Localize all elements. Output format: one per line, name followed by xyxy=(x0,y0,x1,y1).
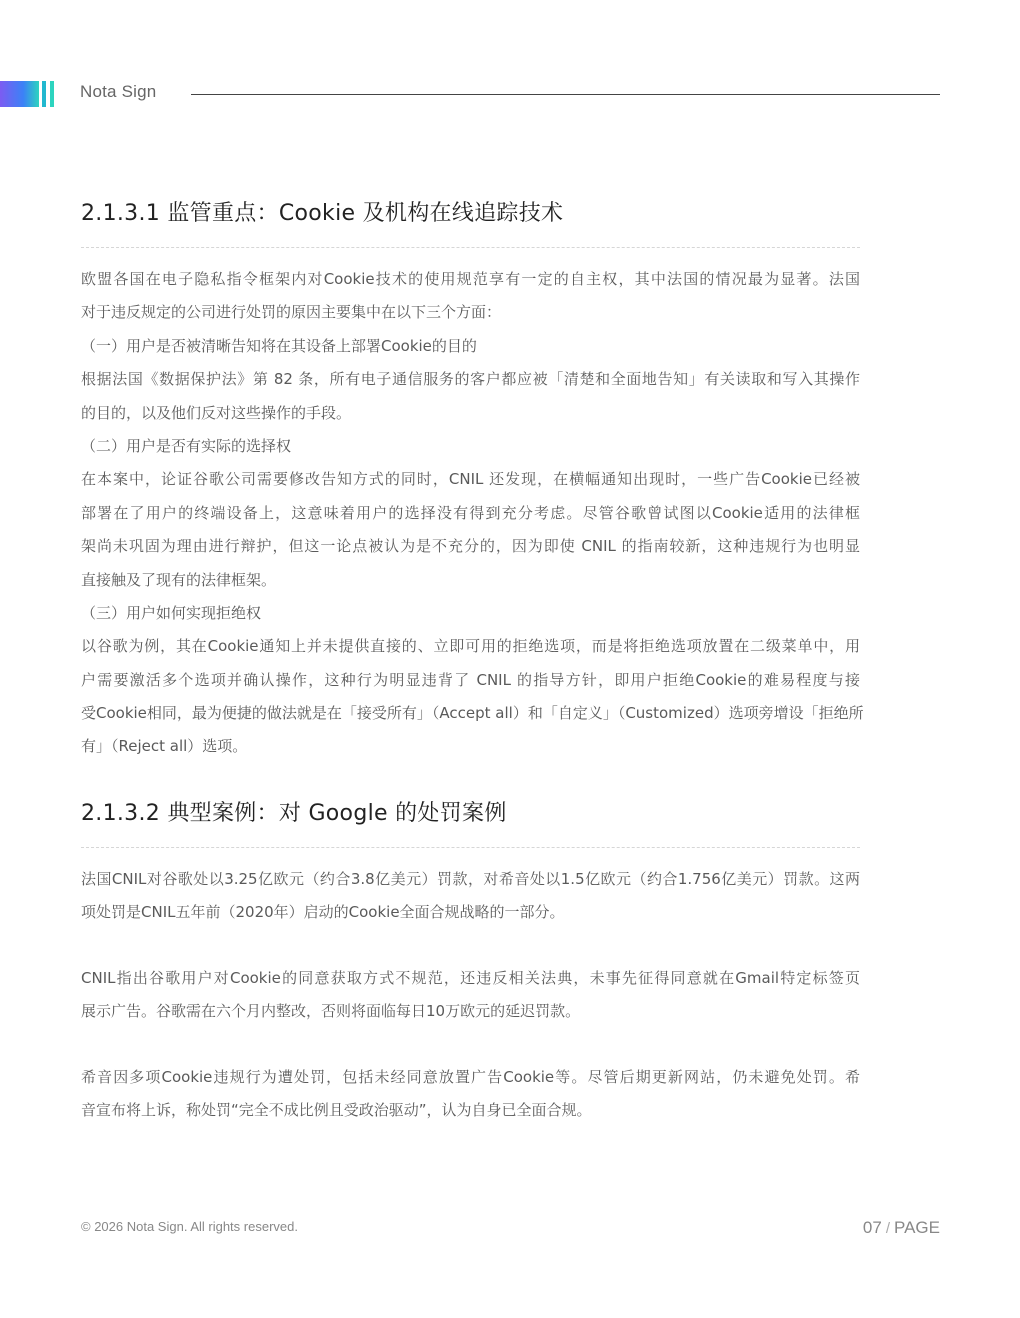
section-body-typical-case xyxy=(81,863,860,1127)
body-line: 直接触及了现有的法律框架。 xyxy=(81,570,277,589)
section-body-regulatory-focus xyxy=(81,263,864,764)
body-line: 有」（Reject all）选项。 xyxy=(81,737,248,756)
body-line: 以谷歌为例，其在Cookie通知上并未提供直接的、立即可用的拒绝选项，而是将拒绝选项放置在二级菜单中，用 xyxy=(81,637,860,656)
body-line: 法国CNIL对谷歌处以3.25亿欧元（约合3.8亿美元）罚款，对希音处以1.5亿欧元（约合1.756亿美元）罚款。这两 xyxy=(81,870,860,888)
page-label: PAGE xyxy=(894,1218,940,1237)
subheading-line: （一）用户是否被清晰告知将在其设备上部署Cookie的目的 xyxy=(81,336,477,355)
section-divider xyxy=(81,247,860,248)
body-line: 希音因多项Cookie违规行为遭处罚，包括未经同意放置广告Cookie等。尽管后期更新网站，仍未避免处罚。希 xyxy=(81,1067,860,1086)
body-line: 户需要激活多个选项并确认操作，这种行为明显违背了 CNIL 的指导方针，即用户拒绝Cookie的难易程度与接 xyxy=(81,670,860,689)
footer-copyright: © 2026 Nota Sign. All rights reserved. xyxy=(81,1219,298,1234)
section-title-typical-case: 2.1.3.2 典型案例：对 Google 的处罚案例 xyxy=(81,801,507,826)
subheading-line: （二）用户是否有实际的选择权 xyxy=(81,436,292,455)
body-line: 架尚未巩固为理由进行辩护，但这一论点被认为是不充分的，因为即使 CNIL 的指南较新，这种违规行为也明显 xyxy=(81,537,860,556)
brand-name: Nota Sign xyxy=(80,82,157,101)
body-line: 欧盟各国在电子隐私指令框架内对Cookie技术的使用规范享有一定的自主权，其中法国的情况最为显著。法国 xyxy=(81,270,860,288)
body-line: 的目的，以及他们反对这些操作的手段。 xyxy=(81,403,352,422)
section-title-regulatory-focus: 2.1.3.1 监管重点：Cookie 及机构在线追踪技术 xyxy=(81,201,564,226)
header-divider xyxy=(191,94,940,95)
body-line: 在本案中，论证谷歌公司需要修改告知方式的同时，CNIL 还发现，在横幅通知出现时，一些广告Cookie已经被 xyxy=(81,470,860,489)
footer-page-indicator: 07 / PAGE xyxy=(862,1218,940,1237)
body-line: 根据法国《数据保护法》第 82 条，所有电子通信服务的客户都应被「清楚和全面地告知」有关读取和写入其操作 xyxy=(81,370,860,389)
body-line: 部署在了用户的终端设备上，这意味着用户的选择没有得到充分考虑。尽管谷歌曾试图以Cookie适用的法律框 xyxy=(81,503,860,522)
body-line: 受Cookie相同，最为便捷的做法就是在「接受所有」（Accept all）和「自定义」（Customized）选项旁增设「拒绝所 xyxy=(81,704,864,723)
body-line: 音宣布将上诉，称处罚“完全不成比例且受政治驱动”，认为自身已全面合规。 xyxy=(81,1100,592,1119)
brand-logo-mark xyxy=(0,81,56,107)
body-line: 项处罚是CNIL五年前（2020年）启动的Cookie全面合规战略的一部分。 xyxy=(81,903,565,922)
page-number: 07 xyxy=(862,1218,882,1237)
body-line: 展示广告。谷歌需在六个月内整改，否则将面临每日10万欧元的延迟罚款。 xyxy=(81,1002,581,1021)
body-line: 对于违反规定的公司进行处罚的原因主要集中在以下三个方面： xyxy=(81,303,502,322)
subheading-line: （三）用户如何实现拒绝权 xyxy=(81,603,262,622)
section-divider xyxy=(81,847,860,848)
body-line: CNIL指出谷歌用户对Cookie的同意获取方式不规范，还违反相关法典，未事先征得同意就在Gmail特定标签页 xyxy=(81,968,860,987)
